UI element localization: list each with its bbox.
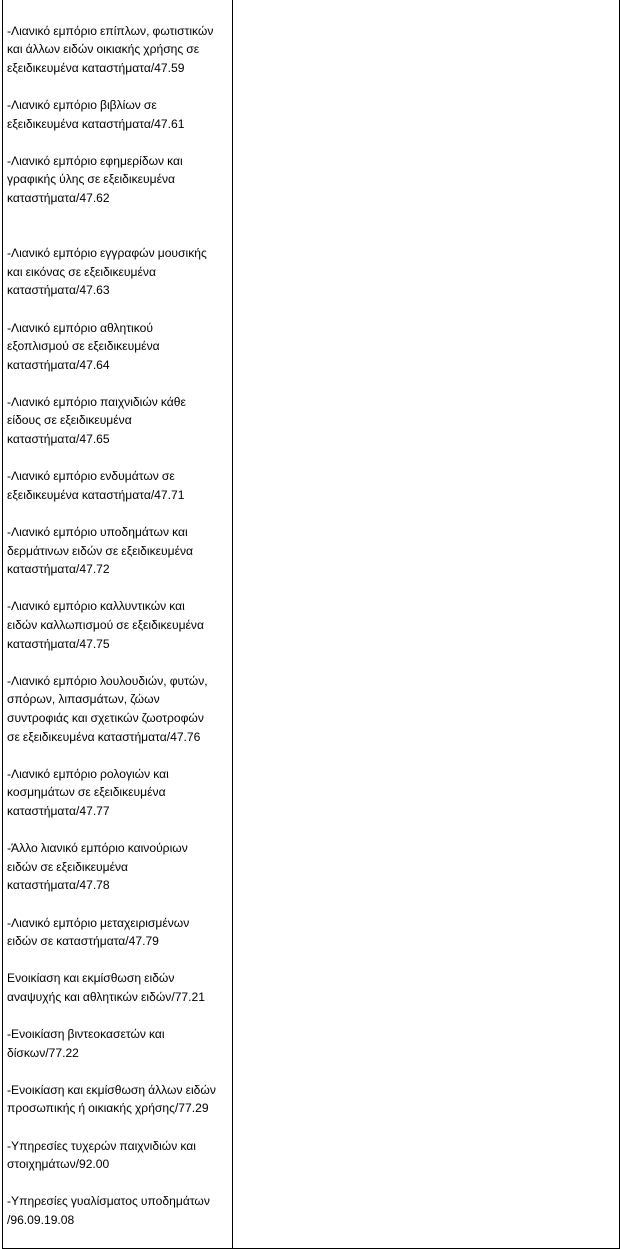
activity-list-cell bbox=[3, 0, 233, 1249]
list-item: -Υπηρεσίες τυχερών παιχνιδιών και στοιχημάτων/92.00 bbox=[7, 1138, 196, 1172]
list-item: -Λιανικό εμπόριο υποδημάτων και δερμάτινων ειδών σε εξειδικευμένα καταστήματα/47.72 bbox=[7, 525, 194, 577]
list-item: -Λιανικό εμπόριο καλλυντικών και ειδών καλλωπισμού σε εξειδικευμένα καταστήματα/47.75 bbox=[7, 599, 204, 651]
list-item: -Υπηρεσίες γυαλίσματος υποδημάτων /96.09.19.08 bbox=[7, 1194, 210, 1227]
list-item: -Λιανικό εμπόριο εφημερίδων και γραφικής ύλης σε εξειδικευμένα καταστήματα/47.62 bbox=[7, 153, 183, 205]
activity-list bbox=[3, 0, 232, 1248]
list-item: -Λιανικό εμπόριο ρολογιών και κοσμημάτων σε εξειδικευμένα καταστήματα/47.77 bbox=[7, 766, 169, 818]
list-item: -Λιανικό εμπόριο λουλουδιών, φυτών, σπόρων, λιπασμάτων, ζώων συντροφιάς και σχετικών ζωοτροφών σε εξειδικευμένα καταστήματα/47.76 bbox=[7, 673, 208, 744]
empty-cell bbox=[233, 0, 620, 1249]
list-item: -Λιανικό εμπόριο παιχνιδιών κάθε είδους σε εξειδικευμένα καταστήματα/47.65 bbox=[7, 394, 186, 447]
list-item: -Λιανικό εμπόριο εγγραφών μουσικής και εικόνας σε εξειδικευμένα καταστήματα/47.63 bbox=[7, 246, 207, 298]
list-item: -Λιανικό εμπόριο μεταχειρισμένων ειδών σε καταστήματα/47.79 bbox=[7, 915, 190, 949]
list-item: -Λιανικό εμπόριο αθλητικού εξοπλισμού σε εξειδικευμένα καταστήματα/47.64 bbox=[7, 320, 160, 372]
list-item: Ενοικίαση και εκμίσθωση ειδών αναψυχής και αθλητικών ειδών/77.21 bbox=[7, 971, 205, 1004]
list-item: -Άλλο λιανικό εμπόριο καινούριων ειδών σε εξειδικευμένα καταστήματα/47.78 bbox=[7, 841, 188, 893]
list-item: -Ενοικίαση και εκμίσθωση άλλων ειδών προσωπικής ή οικιακής χρήσης/77.29 bbox=[7, 1082, 216, 1116]
list-item: -Ενοικίαση βιντεοκασετών και δίσκων/77.22 bbox=[7, 1027, 165, 1060]
list-item: -Λιανικό εμπόριο ενδυμάτων σε εξειδικευμένα καταστήματα/47.71 bbox=[7, 469, 185, 502]
activity-table bbox=[2, 0, 620, 1249]
list-item: -Λιανικό εμπόριο βιβλίων σε εξειδικευμένα καταστήματα/47.61 bbox=[7, 97, 185, 131]
table-row bbox=[3, 0, 620, 1249]
list-item: -Λιανικό εμπόριο επίπλων, φωτιστικών και άλλων ειδών οικιακής χρήσης σε εξειδικευμένα καταστήματα/47.59 bbox=[7, 23, 214, 75]
